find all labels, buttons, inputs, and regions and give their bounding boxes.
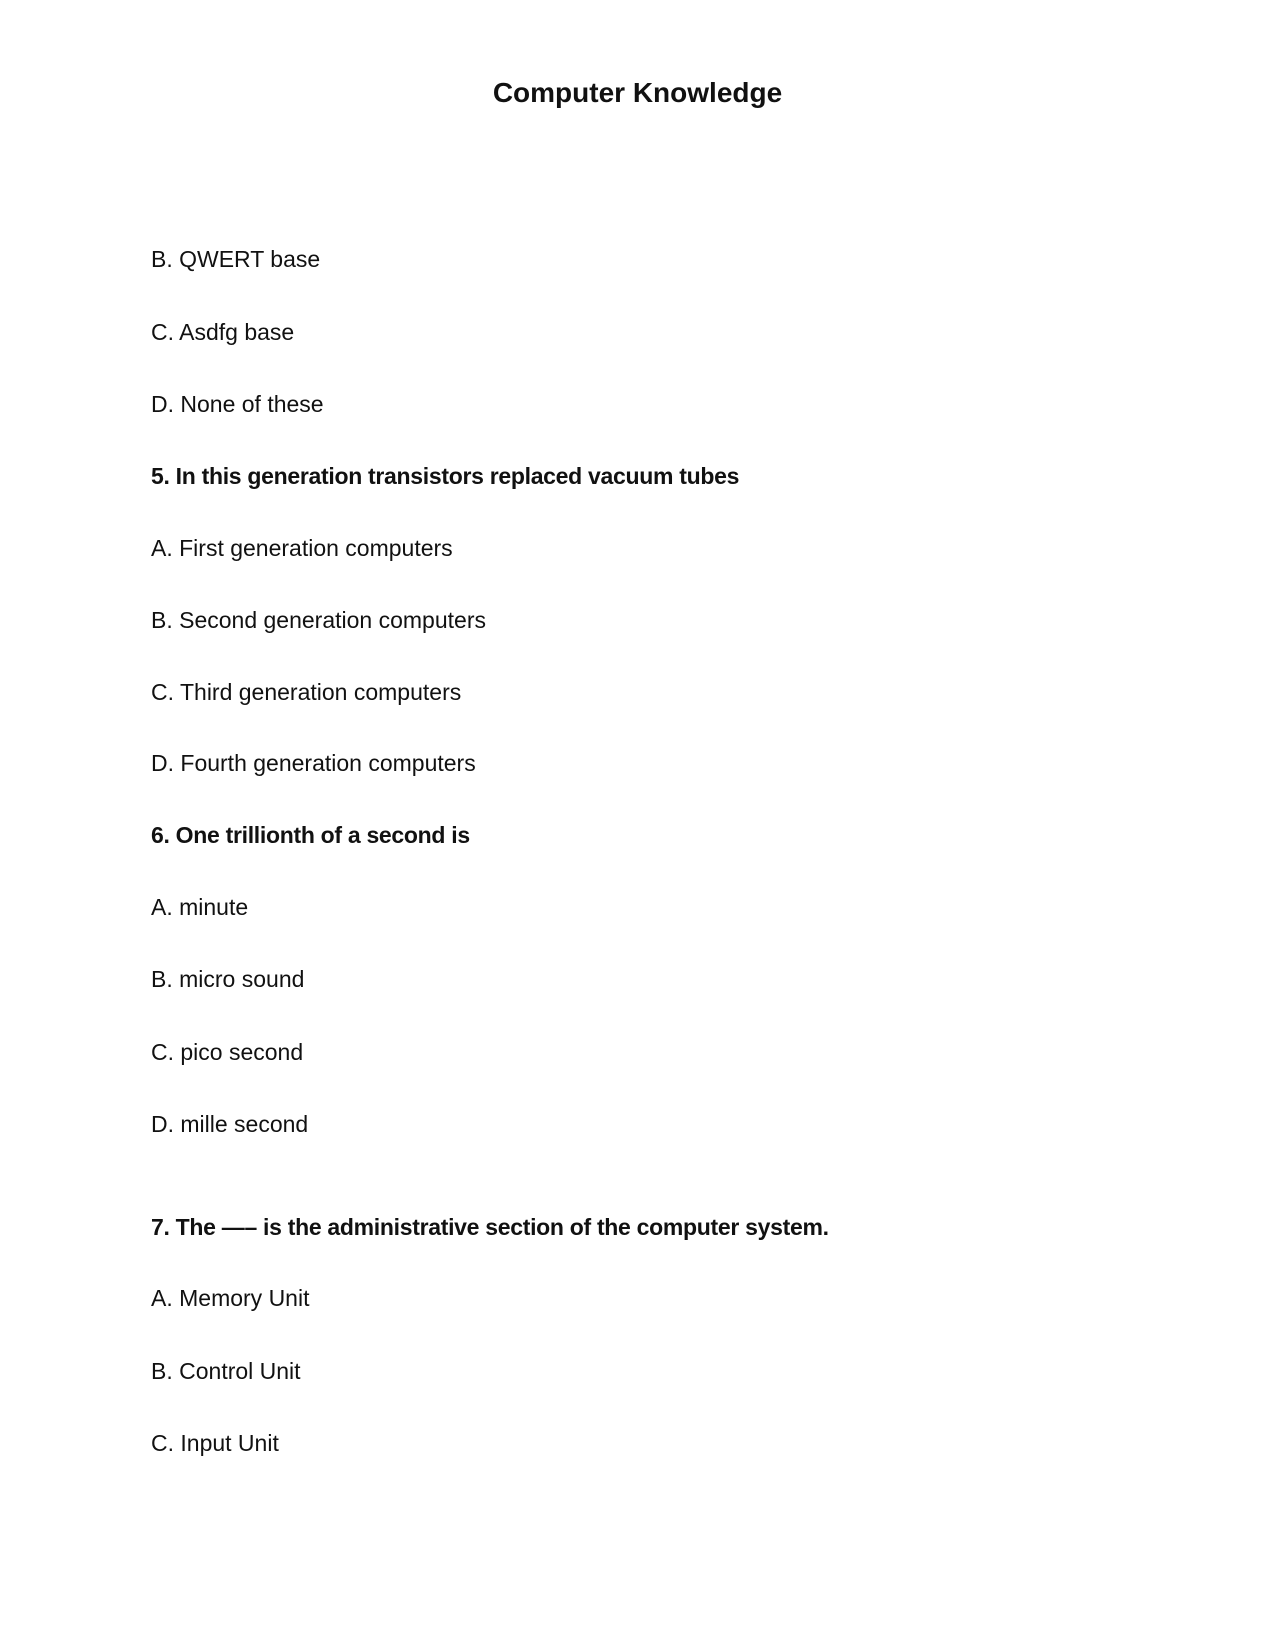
option-6a: A. minute [151,894,249,920]
option-6b: B. micro sound [151,966,305,992]
option-4c: C. Asdfg base [151,319,295,345]
option-7a: A. Memory Unit [151,1285,310,1311]
question-7: 7. The —– is the administrative section of the computer system. [151,1214,829,1240]
option-7b: B. Control Unit [151,1358,301,1384]
option-5a: A. First generation computers [151,535,453,561]
option-6c: C. pico second [151,1039,304,1065]
question-5: 5. In this generation transistors replaced vacuum tubes [151,463,740,489]
option-5d: D. Fourth generation computers [151,750,476,776]
option-5b: B. Second generation computers [151,607,486,633]
option-5c: C. Third generation computers [151,679,462,705]
option-4b: B. QWERT base [151,246,321,272]
question-6: 6. One trillionth of a second is [151,822,470,848]
option-7c: C. Input Unit [151,1430,279,1456]
option-4d: D. None of these [151,391,324,417]
option-6d: D. mille second [151,1111,309,1137]
page-title: Computer Knowledge [492,77,783,108]
